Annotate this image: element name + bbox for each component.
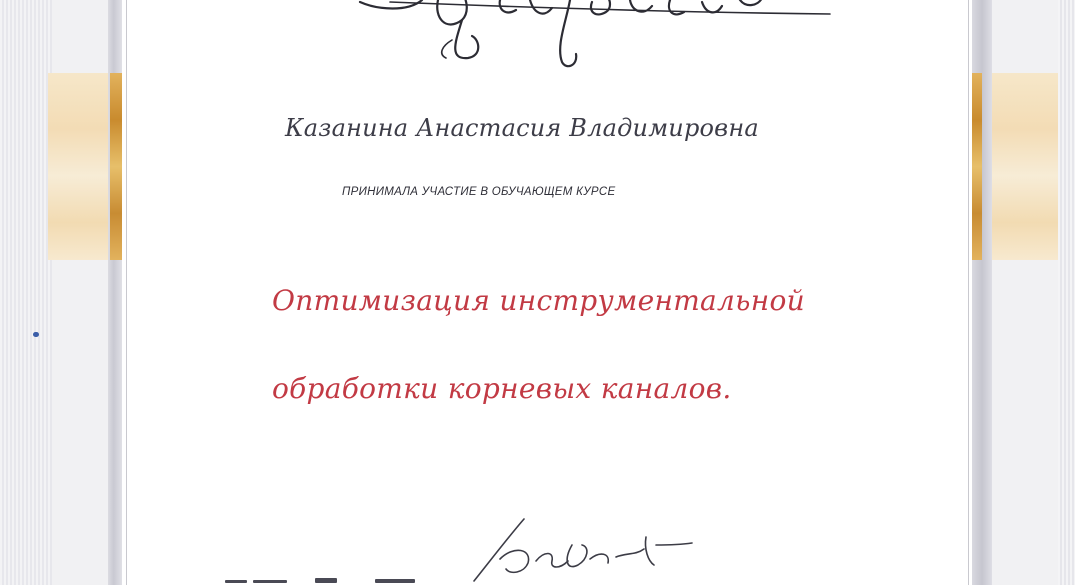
gold-edge-left [110, 73, 122, 260]
course-title-line-1: Оптимизация инструментальной [272, 284, 805, 317]
outer-border-right [1058, 0, 1075, 585]
course-title-line-2: обработки корневых каналов. [272, 372, 732, 405]
outer-border-left [0, 0, 52, 585]
sheet-inner-line-left [126, 0, 127, 585]
recipient-name: Казанина Анастасия Владимировна [285, 114, 759, 142]
sheet-inner-line-right [968, 0, 969, 585]
bottom-text-fragment [225, 572, 455, 585]
participation-text: ПРИНИМАЛА УЧАСТИЕ В ОБУЧАЮЩЕМ КУРСЕ [342, 186, 616, 198]
certificate-title-calligraphy [330, 0, 840, 70]
signature [440, 515, 700, 585]
ink-dot [33, 332, 39, 337]
